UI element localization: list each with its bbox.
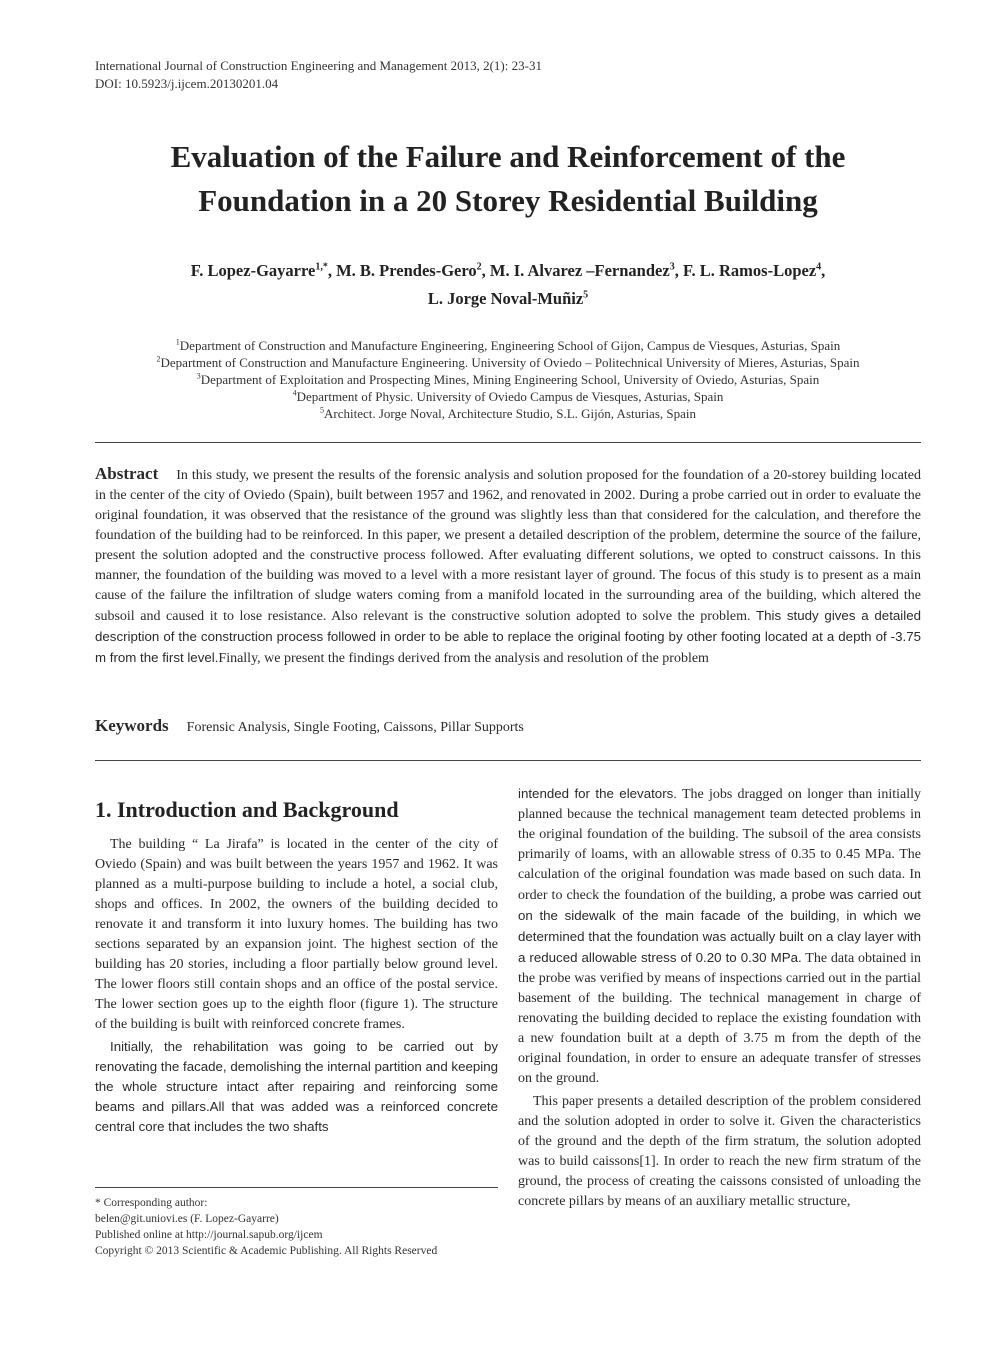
paper-title bbox=[95, 135, 921, 223]
footnote-email: belen@git.uniovi.es (F. Lopez-Gayarre) bbox=[95, 1213, 279, 1225]
paragraph: Initially, the rehabilitation was going to be carried out by renovating the facade, demolishing the internal partition and keeping the whole structure intact after repairing and reinforcing some beams and pillars.All that was added was a reinforced concrete central core that includes the two shafts bbox=[95, 1039, 498, 1134]
text-span: The jobs dragged on longer than initially planned because the technical management team detected problems in the original foundation of the building. The subsoil of the area consists primarily of loams, with an allowable stress of 0.35 to 0.45 MPa. The calculation of the original foundation was made based on such data. In order to check the foundation of the building, bbox=[518, 787, 921, 903]
journal-citation: International Journal of Construction Engineering and Management 2013, 2(1): 23-31 bbox=[95, 58, 542, 73]
title-line-2: Foundation in a 20 Storey Residential Building bbox=[198, 183, 818, 218]
affiliation bbox=[95, 388, 921, 405]
section-heading: 1. Introduction and Background bbox=[95, 797, 399, 822]
affiliation-text: Department of Construction and Manufacture Engineering, Engineering School of Gijon, Campus de Viesques, Asturias, Spain bbox=[179, 338, 841, 353]
affiliation bbox=[95, 337, 921, 354]
affiliation-mark: 1 bbox=[175, 337, 180, 347]
affiliation-text: Architect. Jorge Noval, Architecture Studio, S.L. Gijón, Asturias, Spain bbox=[323, 406, 696, 421]
affiliation-mark: 3 bbox=[196, 371, 201, 381]
text-span: The data obtained in the probe was verified by means of inspections carried out in the partial basement of the building. The technical management in charge of renovating the building decided to replace the existing foundation with a new foundation built at a depth of 3.75 m from the depth of the original foundation, in order to ensure an adequate transfer of stresses on the ground. bbox=[518, 951, 921, 1086]
footnote-divider bbox=[95, 1187, 498, 1188]
divider-bottom bbox=[95, 760, 921, 761]
author-affil-mark: 5 bbox=[583, 289, 589, 301]
abstract-label: Abstract bbox=[95, 464, 159, 483]
footnote-published: Published online at http://journal.sapub.org/ijcem bbox=[95, 1229, 323, 1241]
affiliation-mark: 2 bbox=[156, 354, 161, 364]
title-line-1: Evaluation of the Failure and Reinforcement of the bbox=[170, 139, 846, 174]
footnotes bbox=[95, 1195, 437, 1259]
affiliation bbox=[95, 371, 921, 388]
abstract-text-highlight: This study gives a detailed description of the construction process followed in order to be able to replace the original footing by other footing located at a depth of -3.75 m from the first level. bbox=[95, 608, 921, 665]
footnote-copyright: Copyright © 2013 Scientific & Academic Publishing. All Rights Reserved bbox=[95, 1245, 438, 1257]
author-name: F. Lopez-Gayarre bbox=[190, 261, 316, 280]
author-line-1 bbox=[95, 257, 921, 285]
abstract-text: In this study, we present the results of the forensic analysis and solution proposed for the foundation of a 20-storey building located in the center of the city of Oviedo (Spain), built between 1957 and 1962, and renovated in 2002. During a probe carried out in order to evaluate the original foundation, it was observed that the resistance of the ground was slightly less than that considered for the calculation, and therefore the foundation of the building had to be reinforced. In this paper, we present a detailed description of the problem, determine the source of the failure, present the solution adopted and the constructive process followed. After evaluating different solutions, we opted to construct caissons. In this manner, the foundation of the building was moved to a level with a more resistant layer of ground. The focus of this study is to present as a main cause of the failure the infiltration of sludge waters coming from a manifold located in the surrounding area of the building, which altered the subsoil and caused it to lose resistance. Also relevant is the constructive solution adopted to solve the problem. bbox=[95, 468, 921, 624]
divider-top bbox=[95, 442, 921, 443]
author-affil-mark: 4 bbox=[816, 261, 822, 273]
affiliation-text: Department of Exploitation and Prospecting Mines, Mining Engineering School, University of Oviedo, Asturias, Spain bbox=[200, 372, 820, 387]
author-affil-mark: 3 bbox=[669, 261, 675, 273]
doi: DOI: 10.5923/j.ijcem.20130201.04 bbox=[95, 76, 279, 91]
paragraph: The building “ La Jirafa” is located in the center of the city of Oviedo (Spain) and was built between the years 1957 and 1962. It was planned as a multi-purpose building to include a hotel, a social club, shops and offices. In 2002, the owners of the building decided to renovate it and transform it into luxury homes. The building has two sections separated by an expansion joint. The highest section of the building has 20 stories, including a floor partially below ground level. The lower floors still contain shops and an office of the postal service. The lower section goes up to the eighth floor (figure 1). The structure of the building is built with reinforced concrete frames. bbox=[95, 837, 498, 1032]
text-span: intended for the elevators. bbox=[518, 786, 677, 801]
right-column bbox=[518, 784, 921, 1212]
author-separator: , bbox=[821, 261, 826, 280]
affiliation-text: Department of Physic. University of Oviedo Campus de Viesques, Asturias, Spain bbox=[296, 389, 724, 404]
affiliation-text: Department of Construction and Manufacture Engineering. University of Oviedo – Politechnical University of Mieres, Asturias, Spain bbox=[160, 355, 860, 370]
affiliation bbox=[95, 405, 921, 422]
paragraph: This paper presents a detailed description of the problem considered and the solution adopted in order to solve it. Given the characteristics of the ground and the depth of the firm stratum, the solution adopted was to build caissons[1]. In order to reach the new firm stratum of the ground, the process of creating the caissons consisted of unloading the concrete pillars by means of an auxiliary metallic structure, bbox=[518, 1094, 921, 1209]
abstract-text-end: Finally, we present the findings derived from the analysis and resolution of the problem bbox=[218, 651, 709, 666]
author-affil-mark: 1,* bbox=[315, 261, 328, 273]
author-name: , M. B. Prendes-Gero bbox=[327, 261, 477, 280]
paragraph bbox=[518, 784, 921, 1089]
author-line-2 bbox=[95, 285, 921, 313]
affiliation bbox=[95, 354, 921, 371]
affiliation-list bbox=[95, 337, 921, 422]
abstract-block bbox=[95, 464, 921, 669]
affiliation-mark: 4 bbox=[292, 388, 297, 398]
author-affil-mark: 2 bbox=[476, 261, 482, 273]
journal-header bbox=[95, 57, 542, 93]
keywords-block bbox=[95, 715, 921, 739]
author-name: , F. L. Ramos-Lopez bbox=[674, 261, 817, 280]
author-list bbox=[95, 257, 921, 313]
text-span-highlight: a probe was carried out on the sidewalk of the main facade of the building, in which we determined that the foundation was actually built on a clay layer with a reduced allowable stress of 0.20 to 0.30 MPa. bbox=[518, 887, 921, 965]
keywords-label: Keywords bbox=[95, 716, 169, 735]
author-name: L. Jorge Noval-Muñiz bbox=[427, 289, 584, 308]
left-column bbox=[95, 835, 498, 1137]
keywords-text: Forensic Analysis, Single Footing, Caissons, Pillar Supports bbox=[186, 720, 524, 735]
affiliation-mark: 5 bbox=[319, 405, 324, 415]
author-name: , M. I. Alvarez –Fernandez bbox=[481, 261, 670, 280]
footnote-corresponding: * Corresponding author: bbox=[95, 1197, 208, 1209]
